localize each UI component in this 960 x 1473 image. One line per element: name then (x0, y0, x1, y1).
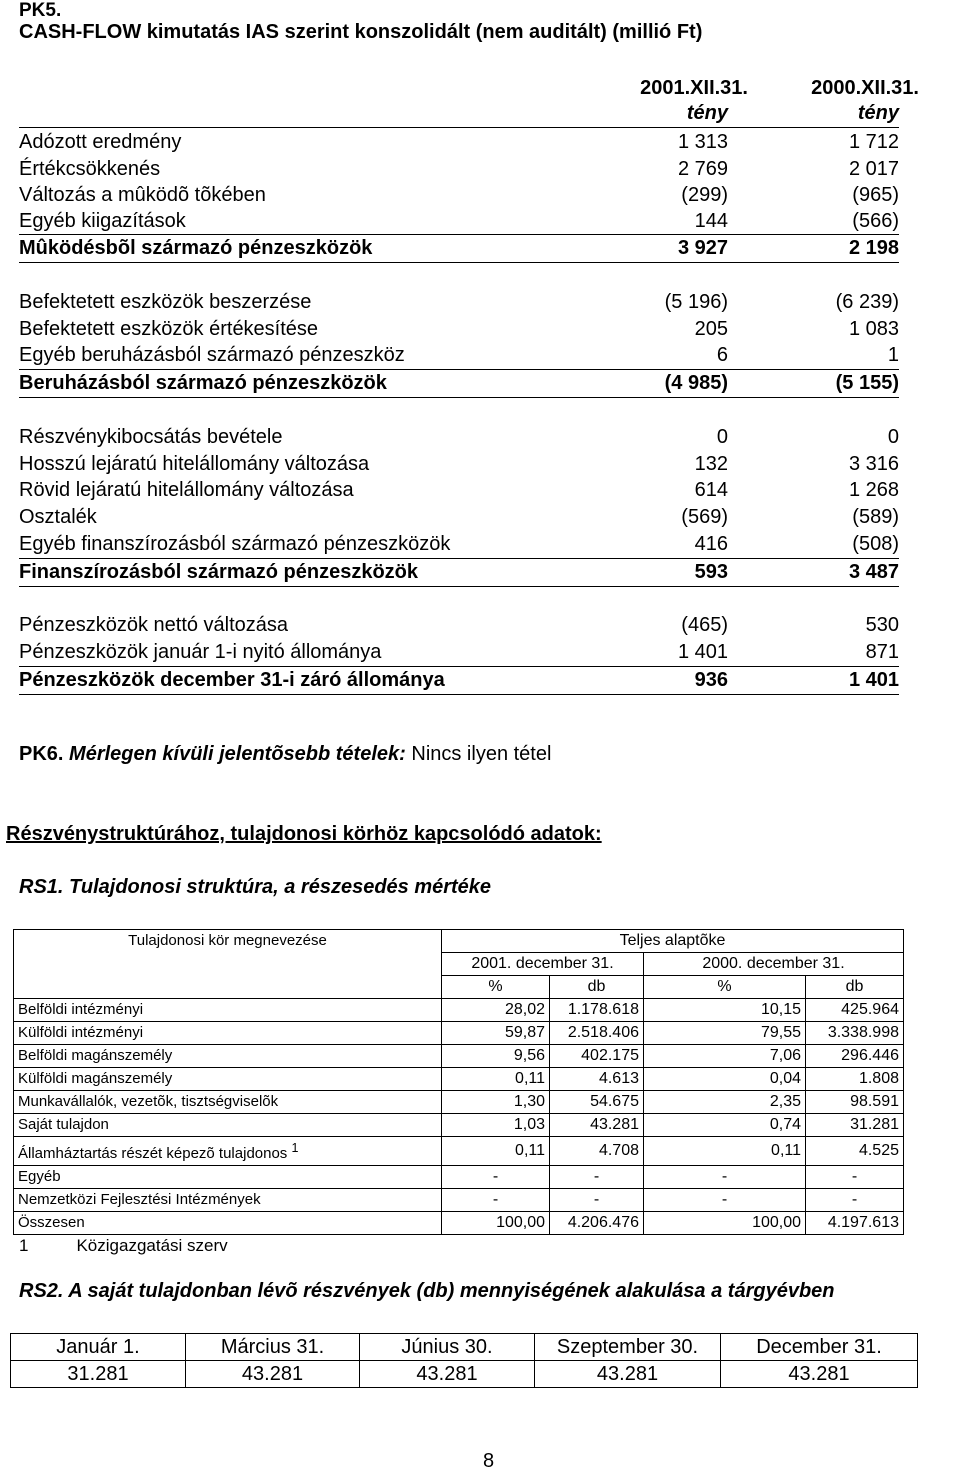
footnote-marker: 1 (291, 1141, 299, 1155)
ownership-table (13, 929, 904, 1235)
unit-db: db (806, 976, 904, 999)
shares-value-row (11, 1361, 918, 1388)
cashflow-row: Pénzeszközök január 1-i nyitó állománya 1 401 871 (19, 641, 899, 663)
col1-type: tény (686, 102, 728, 124)
header-cell: December 31. (721, 1334, 918, 1361)
header-cell: Június 30. (360, 1334, 535, 1361)
cashflow-row: Adózott eredmény 1 313 1 712 (19, 131, 899, 153)
section-code: PK5. (19, 0, 62, 21)
table-row: Külföldi magánszemély 0,11 4.613 0,04 1.808 (14, 1068, 904, 1091)
col2-type: tény (857, 102, 899, 124)
header-cell: Március 31. (186, 1334, 360, 1361)
cashflow-subtotal-financing: Finanszírozásból származó pénzeszközök 593 3 487 (19, 558, 899, 586)
subtotal-rule (19, 586, 899, 587)
table-row: Munkavállalók, vezetõk, tisztségviselõk 1,30 54.675 2,35 98.591 (14, 1091, 904, 1114)
table-row: Belföldi magánszemély 9,56 402.175 7,06 296.446 (14, 1045, 904, 1068)
cashflow-row: Egyéb beruházásból származó pénzeszköz 6 1 (19, 344, 899, 366)
cashflow-row: Egyéb finanszírozásból származó pénzeszközök 416 (508) (19, 533, 899, 555)
cashflow-row: Befektetett eszközök beszerzése (5 196) (6 239) (19, 291, 899, 313)
value-cell: 31.281 (11, 1361, 186, 1388)
date-2000: 2000. december 31. (644, 953, 904, 976)
table-row: Egyéb - - - - (14, 1166, 904, 1189)
cashflow-row: Értékcsökkenés 2 769 2 017 (19, 158, 899, 180)
cashflow-closing-balance: Pénzeszközök december 31-i záró állománya 936 1 401 (19, 666, 899, 694)
rs1-title: RS1. Tulajdonosi struktúra, a részesedés mértéke (19, 876, 492, 898)
cashflow-row: Változás a mûködõ tõkében (299) (965) (19, 184, 899, 206)
rs2-title: RS2. A saját tulajdonban lévõ részvények (db) mennyiségének alakulása a tárgyévben (19, 1280, 835, 1302)
cashflow-row: Befektetett eszközök értékesítése 205 1 083 (19, 318, 899, 340)
header-cell: Szeptember 30. (535, 1334, 721, 1361)
unit-pct: % (442, 976, 550, 999)
section-title: Részvénystruktúrához, tulajdonosi körhöz kapcsolódó adatok: (6, 823, 602, 845)
footnote: 1 Közigazgatási szerv (19, 1236, 228, 1255)
treasury-shares-table (10, 1333, 918, 1388)
cashflow-row: Osztalék (569) (589) (19, 506, 899, 528)
table-row: Belföldi intézményi 28,02 1.178.618 10,15 425.964 (14, 999, 904, 1022)
cashflow-row: Pénzeszközök nettó változása (465) 530 (19, 614, 899, 636)
owner-header: Tulajdonosi kör megnevezése (14, 930, 442, 953)
subtotal-rule (19, 397, 899, 398)
header-cell: Január 1. (11, 1334, 186, 1361)
table-row: Nemzetközi Fejlesztési Intézmények - - - - (14, 1189, 904, 1212)
cashflow-subtotal-investing: Beruházásból származó pénzeszközök (4 985) (5 155) (19, 369, 899, 397)
cashflow-row: Rövid lejáratú hitelállomány változása 614 1 268 (19, 479, 899, 501)
ownership-header-row (14, 930, 904, 953)
table-row: Saját tulajdon 1,03 43.281 0,74 31.281 (14, 1114, 904, 1137)
value-cell: 43.281 (721, 1361, 918, 1388)
value-cell: 43.281 (186, 1361, 360, 1388)
page-number: 8 (483, 1450, 495, 1472)
unit-pct: % (644, 976, 806, 999)
col1-year: 2001.XII.31. (640, 77, 748, 99)
cashflow-row: Részvénykibocsátás bevétele 0 0 (19, 426, 899, 448)
table-row: Államháztartás részét képezõ tulajdonos $^1$ 0,11 4.708 0,11 4.525 (14, 1137, 904, 1166)
ownership-date-row (14, 953, 904, 976)
date-2001: 2001. december 31. (442, 953, 644, 976)
shares-header-row (11, 1334, 918, 1361)
cashflow-row: Egyéb kiigazítások 144 (566) (19, 210, 899, 232)
value-cell: 43.281 (535, 1361, 721, 1388)
ownership-unit-row (14, 976, 904, 999)
pk6-line: PK6. Mérlegen kívüli jelentõsebb tételek: Nincs ilyen tétel (19, 743, 552, 765)
col2-year: 2000.XII.31. (811, 77, 919, 99)
value-cell: 43.281 (360, 1361, 535, 1388)
table-total-row: Összesen 100,00 4.206.476 100,00 4.197.613 (14, 1212, 904, 1235)
subtotal-rule (19, 262, 899, 263)
cashflow-title: CASH-FLOW kimutatás IAS szerint konszolidált (nem auditált) (millió Ft) (19, 21, 703, 43)
table-row: Külföldi intézményi 59,87 2.518.406 79,55 3.338.998 (14, 1022, 904, 1045)
cashflow-row: Hosszú lejáratú hitelállomány változása 132 3 316 (19, 453, 899, 475)
cashflow-subtotal-operating: Mûködésbõl származó pénzeszközök 3 927 2 198 (19, 234, 899, 262)
subtotal-rule (19, 694, 899, 695)
capital-header: Teljes alaptõke (442, 930, 904, 953)
header-rule (19, 127, 899, 128)
unit-db: db (550, 976, 644, 999)
